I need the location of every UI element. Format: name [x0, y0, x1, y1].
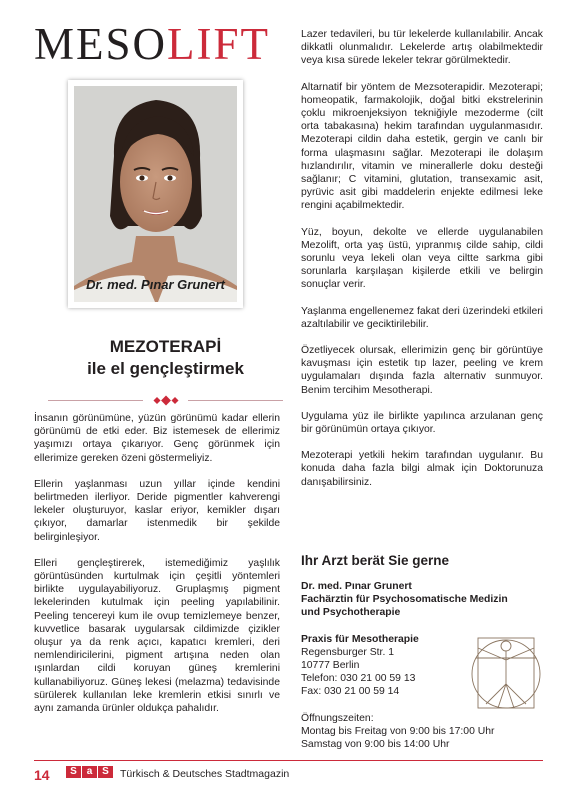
page-number: 14 [34, 767, 50, 783]
left-column-text [34, 412, 280, 728]
diamond-icon [161, 396, 171, 406]
left-paragraph: İnsanın görünümüne, yüzün görünümü kadar ellerin görünümü de etki eder. Biz istemesek de ellerimiz yaşımızı ortaya çıkarıyor. Genç görünmek için ellerimize gereken özeni göstermeliyiz. [34, 413, 280, 464]
divider-line-right [188, 400, 283, 401]
hours-saturday: Samstag von 9:00 bis 14:00 Uhr [301, 739, 450, 751]
specialty-line: und Psychotherapie [301, 607, 401, 619]
divider-line-left [48, 400, 143, 401]
article-title-line2: ile el gençleştirmek [87, 359, 244, 378]
address-street: Regensburger Str. 1 [301, 646, 394, 658]
divider-dots [154, 397, 177, 404]
right-paragraph: Lazer tedavileri, bu tür lekelerde kullanılabilir. Ancak dikkatli olunmalıdır. Lekelerde artış olabilmektedir veya kısa sürede lekeler tekrar görülmektedir. [301, 29, 543, 67]
footer-rule [34, 760, 543, 761]
left-paragraph: Ellerin yaşlanması uzun yıllar içinde kendini belirtmeden ilerliyor. Deride pigmentler kahverengi lekeler oluşturuyor, kaslar eriyor, kemikler dışarı çıkıyor, damarlar istenmedik bir şekilde belirginleşiyor. [34, 478, 280, 543]
ornament-divider [48, 397, 283, 405]
photo-caption: Dr. med. Pınar Grunert [86, 277, 225, 292]
doctor-name: Dr. med. Pınar Grunert [301, 581, 412, 592]
article-title-line1: MEZOTERAPİ [109, 337, 222, 356]
brand-letter: S [98, 766, 113, 778]
diamond-icon [153, 397, 160, 404]
portrait-illustration [74, 86, 237, 302]
right-paragraph: Yüz, boyun, dekolte ve ellerde uygulanabilen Mezolift, orta yaş üstü, yıpranmış cilde sahip, cildi sorunlu veya lekeli olan veya ciltte sarkma gibi sorunlarla karşılaşan kişilerde etkili ve belirgin sonuçlar verir. [301, 226, 543, 291]
practice-name: Praxis für Mesotherapie [301, 633, 419, 645]
right-paragraph: Uygulama yüz ile birlikte yapılınca arzulanan genç bir görünümün ortaya çıkıyor. [301, 410, 543, 436]
doctor-portrait-frame [68, 80, 243, 308]
contact-heading: Ihr Arzt berät Sie gerne [301, 553, 450, 568]
left-paragraph: Elleri gençleştirerek, istemediğimiz yaşlılık görüntüsünden kurtulmak için çeşitli yöntemleri birlikte uygulayabiliyoruz. Gruplaşmış pigment lekelerinden kutulmak için peeling yapılabilinir. Peeling tencereyi kum ile ovup temizlemeye benzer, kuvvetlice basarak uygularsak cildimizde çizikler oluşur ya da renk açıcı, kapatıcı kremleri, deri nemlendiricilerini, pigment artışına neden olan ışınlardan cildi koruyan güneş kremlerini kullanabiliyoruz. Güneş lekesi (melazma) tedavisinde sürülerek kullanılan leke kremlerin etkisi sınırlı ve aynı zamanda ürünler oldukça pahalıdır. [34, 557, 280, 715]
magazine-logo [34, 19, 271, 69]
right-paragraph: Yaşlanma engellenemez fakat deri üzerindeki etkileri azaltılabilir ve geciktirilebilir. [301, 305, 543, 330]
hours-weekdays: Montag bis Freitag von 9:00 bis 17:00 Uhr [301, 725, 495, 737]
specialty-line: Fachärztin für Psychosomatische Medizin [301, 594, 508, 606]
vitruvian-man-icon [468, 626, 544, 716]
right-paragraph: Mezoterapi yetkili hekim tarafından uygulanır. Bu konuda daha fazla bilgi almak için Doktorunuza danışabilirsiniz. [301, 450, 543, 488]
brand-letter: S [66, 766, 81, 778]
hours-label: Öffnungszeiten: [301, 712, 374, 724]
doctor-portrait [74, 86, 237, 302]
address-city: 10777 Berlin [301, 660, 360, 672]
right-paragraph: Özetliyecek olursak, ellerimizin genç bir görüntüye kavuşması için estetik tıp lazer, peeling ve krem uygulamaları dışında fazla alternativ sunmuyor. Benim tercihim Mesotherapi. [301, 345, 543, 396]
article-title [48, 336, 283, 380]
phone-number: Telefon: 030 21 00 59 13 [301, 673, 416, 685]
brand-logo [66, 766, 113, 778]
logo-part-lift: LIFT [167, 19, 271, 69]
diamond-icon [171, 397, 178, 404]
fax-number: Fax: 030 21 00 59 14 [301, 686, 400, 698]
logo-part-meso: MESO [34, 19, 168, 69]
brand-letter: a [82, 766, 97, 778]
magazine-name: Türkisch & Deutsches Stadtmagazin [120, 768, 290, 780]
right-column-text [301, 28, 543, 502]
right-paragraph: Altarnatif bir yöntem de Mezsoterapidir. Mezoterapi; homeopatik, farmakolojik, doğal bitki ekstrelerinin çoklu mikroenjeksiyon tekniğiyle mezoderme (cilt orta tabakasına) hekim tarafından uygulanmasıdır. Mezoterapi cildin daha estetik, gergin ve canlı bir forma ulaşmasını sağlar. Mezoterapi ile dolaşım hızlandırılır, vitamin ve minerallerle doku desteği sağlanır; C vitamini, glutation, transexamic asit, pyrüvic asit gibi maddelerin enjekte edilmesi leke rengini açabilmektedir. [301, 81, 543, 212]
